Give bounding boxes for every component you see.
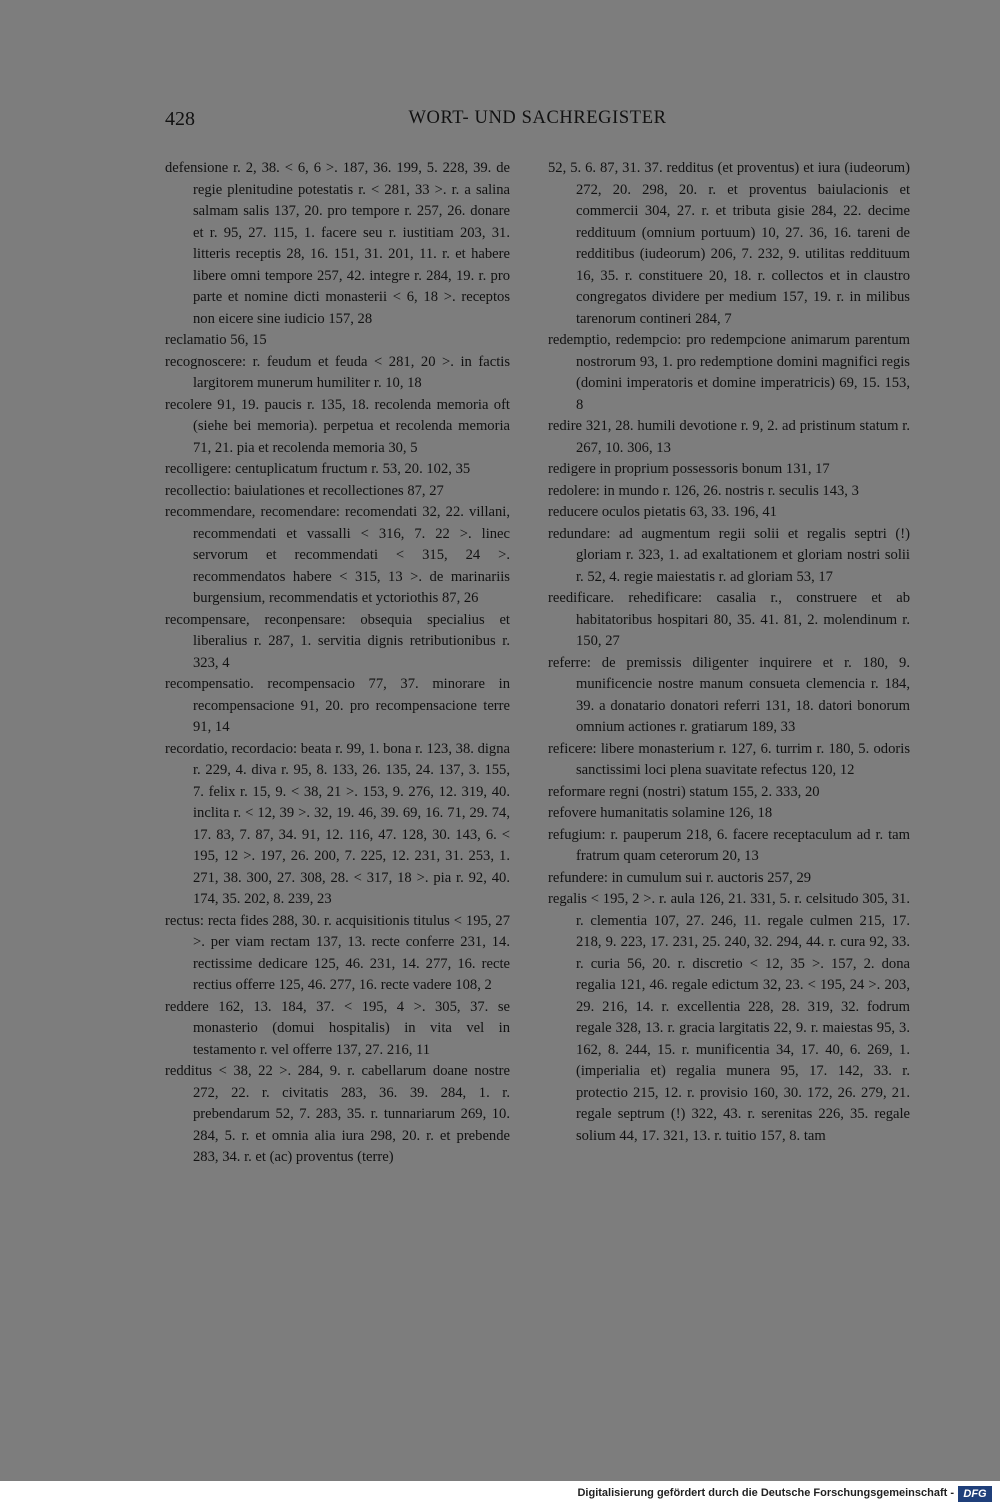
index-entry: redolere: in mundo r. 126, 26. nostris r. seculis 143, 3	[548, 482, 859, 499]
index-entry: refugium: r. pauperum 218, 6. facere receptaculum ad r. tam fratrum quam ceterorum 20, 13	[548, 826, 910, 864]
page-number: 428	[165, 108, 195, 130]
index-entry: referre: de premissis diligenter inquirere et r. 180, 9. munificencie nostre manum consueta clemencia r. 184, 39. a donatario donatori referri 131, 18. datori bonorum omnium actiones r. gratiarum 189, 33	[548, 654, 910, 735]
index-entry: recompensatio. recompensacio 77, 37. minorare in recompensacione 91, 20. pro recompensacione terre 91, 14	[165, 676, 510, 735]
page-header	[165, 108, 910, 138]
index-entry: recommendare, recomendare: recomendati 32, 22. villani, recommendati et vassalli < 316, 7. 22 >. linec servorum et recommendati < 315, 24 >. recommendatos habere < 315, 13 >. de marinariis burgensium, recommendatis et yctoriothis 87, 26	[165, 504, 510, 606]
index-entry: reformare regni (nostri) statum 155, 2. 333, 20	[548, 783, 820, 800]
index-entry: refundere: in cumulum sui r. auctoris 257, 29	[548, 869, 812, 886]
index-entry: redigere in proprium possessoris bonum 131, 17	[548, 461, 830, 477]
index-entry: defensione r. 2, 38. < 6, 6 >. 187, 36. 199, 5. 228, 39. de regie plenitudine potestatis r. < 281, 33 >. r. a salina salmam salis 137, 20. pro tempore r. 257, 26. donare et r. 95, 27. 115, 1. facere seu r. iustitiam 203, 31. litteris receptis 28, 16. 151, 31. 201, 11. r. et habere libere omni tempore 257, 42. integre r. 284, 19. r. pro parte et nomine dicti monasterii < 6, 18 >. receptos non eicere sine iudicio 157, 28	[165, 160, 510, 327]
index-entry: recognoscere: r. feudum et feuda < 281, 20 >. in factis largitorem munerum humiliter r. 10, 18	[165, 353, 510, 391]
funding-notice: Digitalisierung gefördert durch die Deutsche Forschungsgemeinschaft -	[577, 1487, 954, 1499]
footer-bar	[0, 1481, 1000, 1507]
index-entry: recolere 91, 19. paucis r. 135, 18. recolenda memoria oft (siehe bei memoria). perpetua et recolenda memoria 71, 21. pia et recolenda memoria 30, 5	[165, 396, 510, 456]
right-column	[548, 158, 910, 1147]
dfg-logo: DFG	[958, 1486, 992, 1502]
index-entry: reddere 162, 13. 184, 37. < 195, 4 >. 305, 37. se monasterio (domui hospitalis) in vita vel in testamento r. vel offerre 137, 27. 216, 11	[165, 998, 510, 1058]
index-entry: recordatio, recordacio: beata r. 99, 1. bona r. 123, 38. digna r. 229, 4. diva r. 95, 8. 133, 26. 135, 24. 137, 3. 155, 7. felix r. 15, 9. < 38, 21 >. 153, 9. 276, 12. 319, 40. inclita r. < 12, 39 >. 32, 19. 46, 39. 69, 16. 71, 29. 74, 17. 83, 7. 87, 34. 91, 12. 116, 47. 128, 30. 143, 6. < 195, 12 >. 197, 26. 200, 7. 225, 12. 231, 31. 253, 1. 271, 38. 300, 27. 308, 28. < 317, 18 >. pia r. 92, 40. 174, 35. 202, 8. 239, 23	[165, 740, 510, 907]
index-entry: recollectio: baiulationes et recollectiones 87, 27	[165, 482, 444, 499]
index-entry: reedificare. rehedificare: casalia r., construere et ab habitatoribus hospitari 80, 35. 41. 81, 2. molendinum r. 150, 27	[548, 590, 910, 649]
index-entry: reclamatio 56, 15	[165, 332, 267, 348]
index-entry: refovere humanitatis solamine 126, 18	[548, 805, 773, 821]
index-entry: rectus: recta fides 288, 30. r. acquisitionis titulus < 195, 27 >. per viam rectam 137, 13. recte conferre 231, 14. rectissime dedicare 125, 46. 231, 14. 277, 16. recte rectius offerre 125, 46. 277, 16. recte vadere 108, 2	[165, 912, 510, 993]
index-entry: reducere oculos pietatis 63, 33. 196, 41	[548, 504, 777, 520]
index-entry: reficere: libere monasterium r. 127, 6. turrim r. 180, 5. odoris sanctissimi loci plena suavitate refectus 120, 12	[548, 740, 910, 778]
index-entry: redundare: ad augmentum regii solii et regalis septri (!) gloriam r. 323, 1. ad exaltationem et gloriam nostri solii r. 52, 4. regie maiestatis r. ad gloriam 53, 17	[548, 525, 910, 585]
index-entry: redemptio, redempcio: pro redempcione animarum parentum nostrorum 93, 1. pro redemptione domini magnifici regis (domini imperatoris et domine imperatricis) 69, 15. 153, 8	[548, 332, 910, 413]
index-entry: redditus < 38, 22 >. 284, 9. r. cabellarum doane nostre 272, 22. r. civitatis 283, 36. 39. 284, 1. r. prebendarum 52, 7. 283, 35. r. tunnariarum 269, 10. 284, 5. r. et omnia alia iura 298, 20. r. et prebende 283, 34. r. et (ac) proventus (terre)	[165, 1063, 510, 1165]
index-entry: redire 321, 28. humili devotione r. 9, 2. ad pristinum statum r. 267, 10. 306, 13	[548, 418, 910, 456]
page-title: WORT- UND SACHREGISTER	[408, 108, 667, 128]
index-entry: recolligere: centuplicatum fructum r. 53, 20. 102, 35	[165, 461, 471, 477]
index-entry: recompensare, reconpensare: obsequia specialius et liberalius r. 287, 1. servitia dignis retributionibus r. 323, 4	[165, 611, 510, 671]
index-entry-continued: 52, 5. 6. 87, 31. 37. redditus (et proventus) et iura (iudeorum) 272, 20. 298, 20. r. et proventus baiulacionis et commercii 304, 27. r. et tributa gisie 284, 22. decime reddituum (omnium portuum) 10, 27. 36, 16. tareni de redditibus (iudeorum) 206, 7. 232, 9. utilitas reddituum 16, 35. r. constituere 20, 18. r. collectos et in claustro congregatos dividere per medium 157, 19. r. in milibus tarenorum contineri 284, 7	[548, 160, 910, 327]
index-entry: regalis < 195, 2 >. r. aula 126, 21. 331, 5. r. celsitudo 305, 31. r. clementia 107, 27. 246, 11. regale culmen 215, 17. 218, 9. 223, 17. 231, 25. 240, 32. 294, 44. r. cura 92, 33. r. curia 56, 20. r. discretio < 12, 35 >. 157, 2. dona regalia 121, 46. regale edictum 32, 23. < 195, 24 >. 203, 29. 216, 14. r. excellentia 228, 28. 319, 32. fodrum regale 328, 13. r. gracia largitatis 22, 9. r. maiestas 95, 3. 162, 8. 244, 15. r. munificentia 34, 17. 40, 6. 269, 1. (imperialia et) regalia munera 95, 17. 142, 33. r. protectio 215, 12. r. provisio 160, 30. 172, 26. 279, 21. regale septrum (!) 322, 43. r. serenitas 226, 35. regale solium 44, 17. 321, 13. r. tuitio 157, 8. tam	[548, 891, 910, 1144]
left-column	[165, 158, 510, 1169]
